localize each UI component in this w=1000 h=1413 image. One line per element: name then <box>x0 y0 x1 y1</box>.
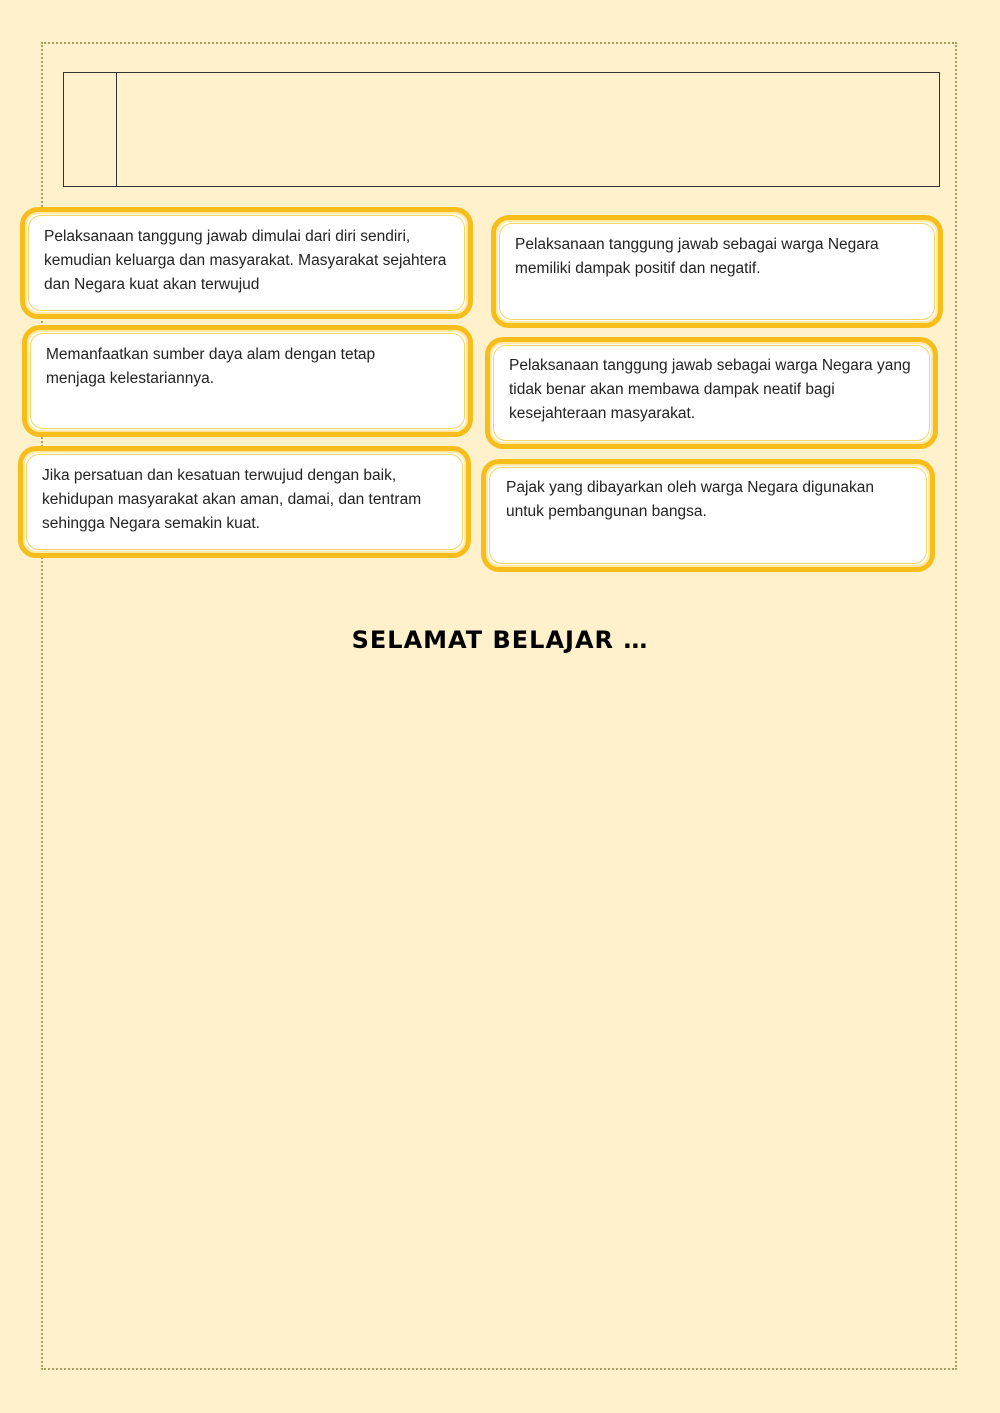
statement-text-3: Memanfaatkan sumber daya alam dengan tetap menjaga kelestariannya. <box>46 346 376 387</box>
header-table-cell-title <box>117 73 939 186</box>
statement-text-5: Jika persatuan dan kesatuan terwujud dengan baik, kehidupan masyarakat akan aman, damai, dan tentram sehingga Negara semakin kuat. <box>42 467 422 532</box>
statement-text-1: Pelaksanaan tanggung jawab dimulai dari diri sendiri, kemudian keluarga dan masyarakat. Masyarakat sejahtera dan Negara kuat akan terwujud <box>44 228 447 293</box>
statement-text-4: Pelaksanaan tanggung jawab sebagai warga Negara yang tidak benar akan membawa dampak neatif bagi kesejahteraan masyarakat. <box>509 357 911 422</box>
statement-text-6: Pajak yang dibayarkan oleh warga Negara digunakan untuk pembangunan bangsa. <box>506 479 874 520</box>
closing-message: SELAMAT BELAJAR … <box>351 626 649 654</box>
statement-text-2: Pelaksanaan tanggung jawab sebagai warga Negara memiliki dampak positif dan negatif. <box>515 236 879 277</box>
header-table-cell-number <box>64 73 117 186</box>
header-table <box>63 72 940 187</box>
